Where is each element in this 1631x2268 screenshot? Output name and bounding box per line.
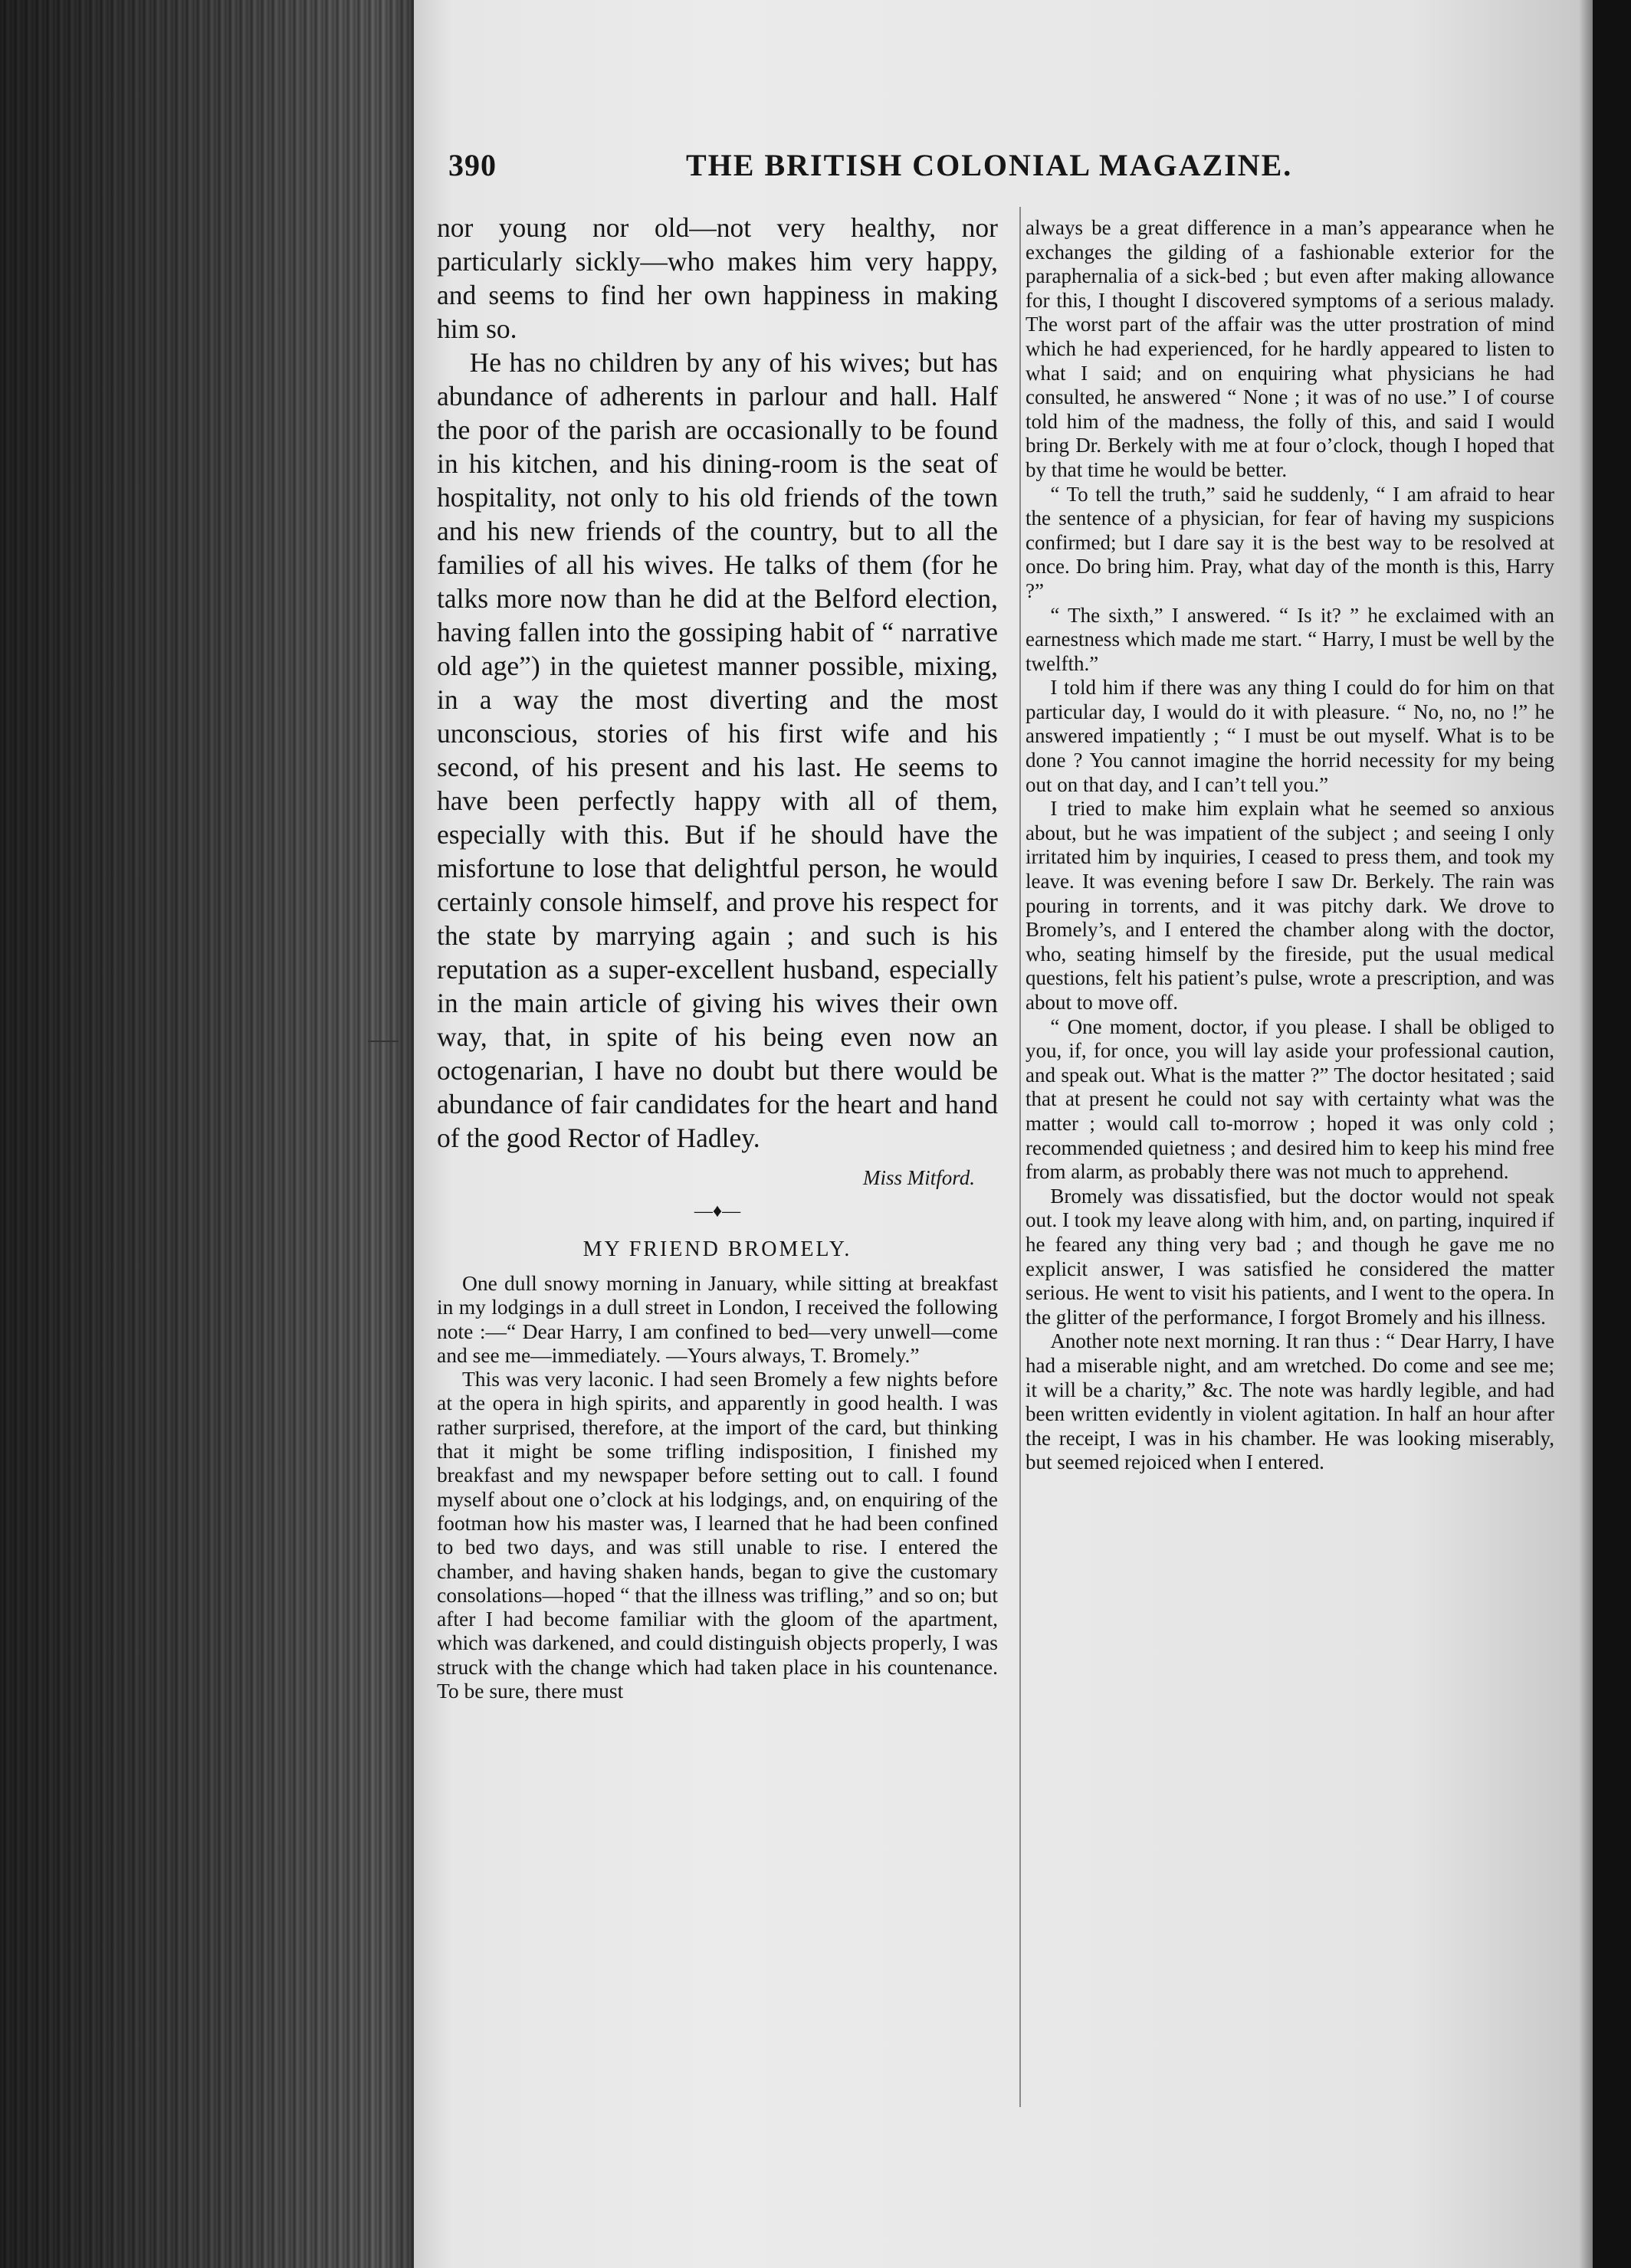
running-head [448, 147, 1330, 193]
author-signature: Miss Mitford. [862, 1166, 975, 1189]
book-page-edges [0, 0, 429, 2268]
paragraph: He has no children by any of his wives; but has abundance of adherents in parlour and hall. Half the poor of the parish are occasionally to be found in his kitchen, and his dining-room is the seat of hospitality, not only to his old friends of the town and his new friends of the country, but to all the families of all his wives. He talks of them (for he talks more now than he did at the Belford election, having fallen into the gossiping habit of “ narrative old age”) in the quietest manner possible, mixing, in a way the most diverting and the most unconscious, stories of his first wife and his second, of his present and his last. He seems to have been perfectly happy with all of them, especially with this. But if he should have the misfortune to lose that delightful person, he would certainly console himself, and prove his respect for the state by marrying again ; and such is his reputation as a super-excellent husband, especially in the main article of giving his wives their own way, that, in spite of his being even now an octogenarian, I have no doubt but there would be abundance of fair candidates for the heart and hand of the good Rector of Hadley. [437, 347, 998, 1153]
left-column [437, 211, 998, 1703]
scan-border [1593, 0, 1631, 2268]
paragraph: I told him if there was any thing I could do for him on that particular day, I would do it with pleasure. “ No, no, no !” he answered impatiently ; “ I must be out myself. What is to be done ? You cannot imagine the horrid necessity for my being out on that day, and I can’t tell you.” [1026, 676, 1554, 796]
paragraph: This was very laconic. I had seen Bromely a few nights before at the opera in high spirits, and apparently in good health. I was rather surprised, therefore, at the import of the card, but thinking that it might be some trifling indisposition, I finished my breakfast and my newspaper before setting out to call. I found myself about one o’clock at his lodgings, and, on enquiring of the footman how his master was, I learned that he had been confined to bed two days, and was still unable to rise. I entered the chamber, and having shaken hands, began to give the customary consolations—hoped “ that the illness was trifling,” and so on; but after I had become familiar with the gloom of the apartment, which was darkened, and could distinguish objects properly, I was struck with the change which had taken place in his countenance. To be sure, there must [437, 1367, 998, 1703]
paragraph: “ The sixth,” I answered. “ Is it? ” he exclaimed with an earnestness which made me start. “ Harry, I must be well by the twelfth.” [1026, 603, 1554, 675]
section-title: MY FRIEND BROMELY. [582, 1237, 852, 1261]
right-column [1026, 216, 1554, 1475]
paragraph: “ One moment, doctor, if you please. I shall be obliged to you, if, for once, you will lay aside your professional caution, and speak out. What is the matter ?” The doctor hesitated ; said that at present he could not say with certainty what was the matter ; would call to-morrow ; hoped it was only cold ; recommended quietness ; and desired him to keep his mind free from alarm, as probably there was not much to apprehend. [1026, 1014, 1554, 1184]
paragraph: I tried to make him explain what he seemed so anxious about, but he was impatient of the subject ; and seeing I only irritated him by inquiries, I ceased to press them, and took my leave. It was evening before I saw Dr. Berkely. The rain was pouring in torrents, and it was pitchy dark. We drove to Bromely’s, and I entered the chamber along with the doctor, who, seating himself by the fireside, put the usual medical questions, felt his patient’s pulse, wrote a prescription, and was about to move off. [1026, 797, 1554, 1014]
magazine-title: THE BRITISH COLONIAL MAGAZINE. [686, 148, 1293, 182]
paragraph: nor young nor old—not very healthy, nor particularly sickly—who makes him very happy, and seems to find her own happiness in making him so. [437, 212, 998, 344]
paragraph: always be a great difference in a man’s appearance when he exchanges the gilding of a fashionable exterior for the paraphernalia of a sick-bed ; but even after making allowance for this, I thought I discovered symptoms of a serious malady. The worst part of the affair was the utter prostration of mind which he had experienced, for he hardly appeared to listen to what I said; and on enquiring what physicians he had consulted, he answered “ None ; it was of no use.” I of course told him of the madness, the folly of this, and said I would bring Dr. Berkely with me at four o’clock, though I hoped that by that time he would be better. [1026, 216, 1554, 481]
paragraph: Another note next morning. It ran thus : “ Dear Harry, I have had a miserable night, and am wretched. Do come and see me; it will be a charity,” &c. The note was hardly legible, and had been written evidently in violent agitation. In half an hour after the receipt, I was in his chamber. He was looking miserably, but seemed rejoiced when I entered. [1026, 1329, 1554, 1474]
section-ornament: —♦— [694, 1201, 741, 1221]
paragraph: One dull snowy morning in January, while sitting at breakfast in my lodgings in a dull street in London, I received the following note :—“ Dear Harry, I am confined to bed—very unwell—come and see me—immediately. —Yours always, T. Bromely.” [437, 1271, 998, 1367]
column-rule [1019, 207, 1021, 2107]
paragraph: Bromely was dissatisfied, but the doctor would not speak out. I took my leave along with him, and, on parting, inquired if he feared any thing very bad ; and though he gave me no explicit answer, I was satisfied he considered the matter serious. He went to visit his patients, and I went to the opera. In the glitter of the performance, I forgot Bromely and his illness. [1026, 1184, 1554, 1329]
story-text [437, 1271, 998, 1703]
margin-mark [368, 1041, 399, 1042]
paragraph: “ To tell the truth,” said he suddenly, “ I am afraid to hear the sentence of a physician, for fear of having my suspicions confirmed; but I dare say it is the best way to be resolved at once. Do bring him. Pray, what day of the month is this, Harry ?” [1026, 482, 1554, 602]
page-number: 390 [448, 148, 497, 182]
article-continuation [437, 211, 998, 1155]
